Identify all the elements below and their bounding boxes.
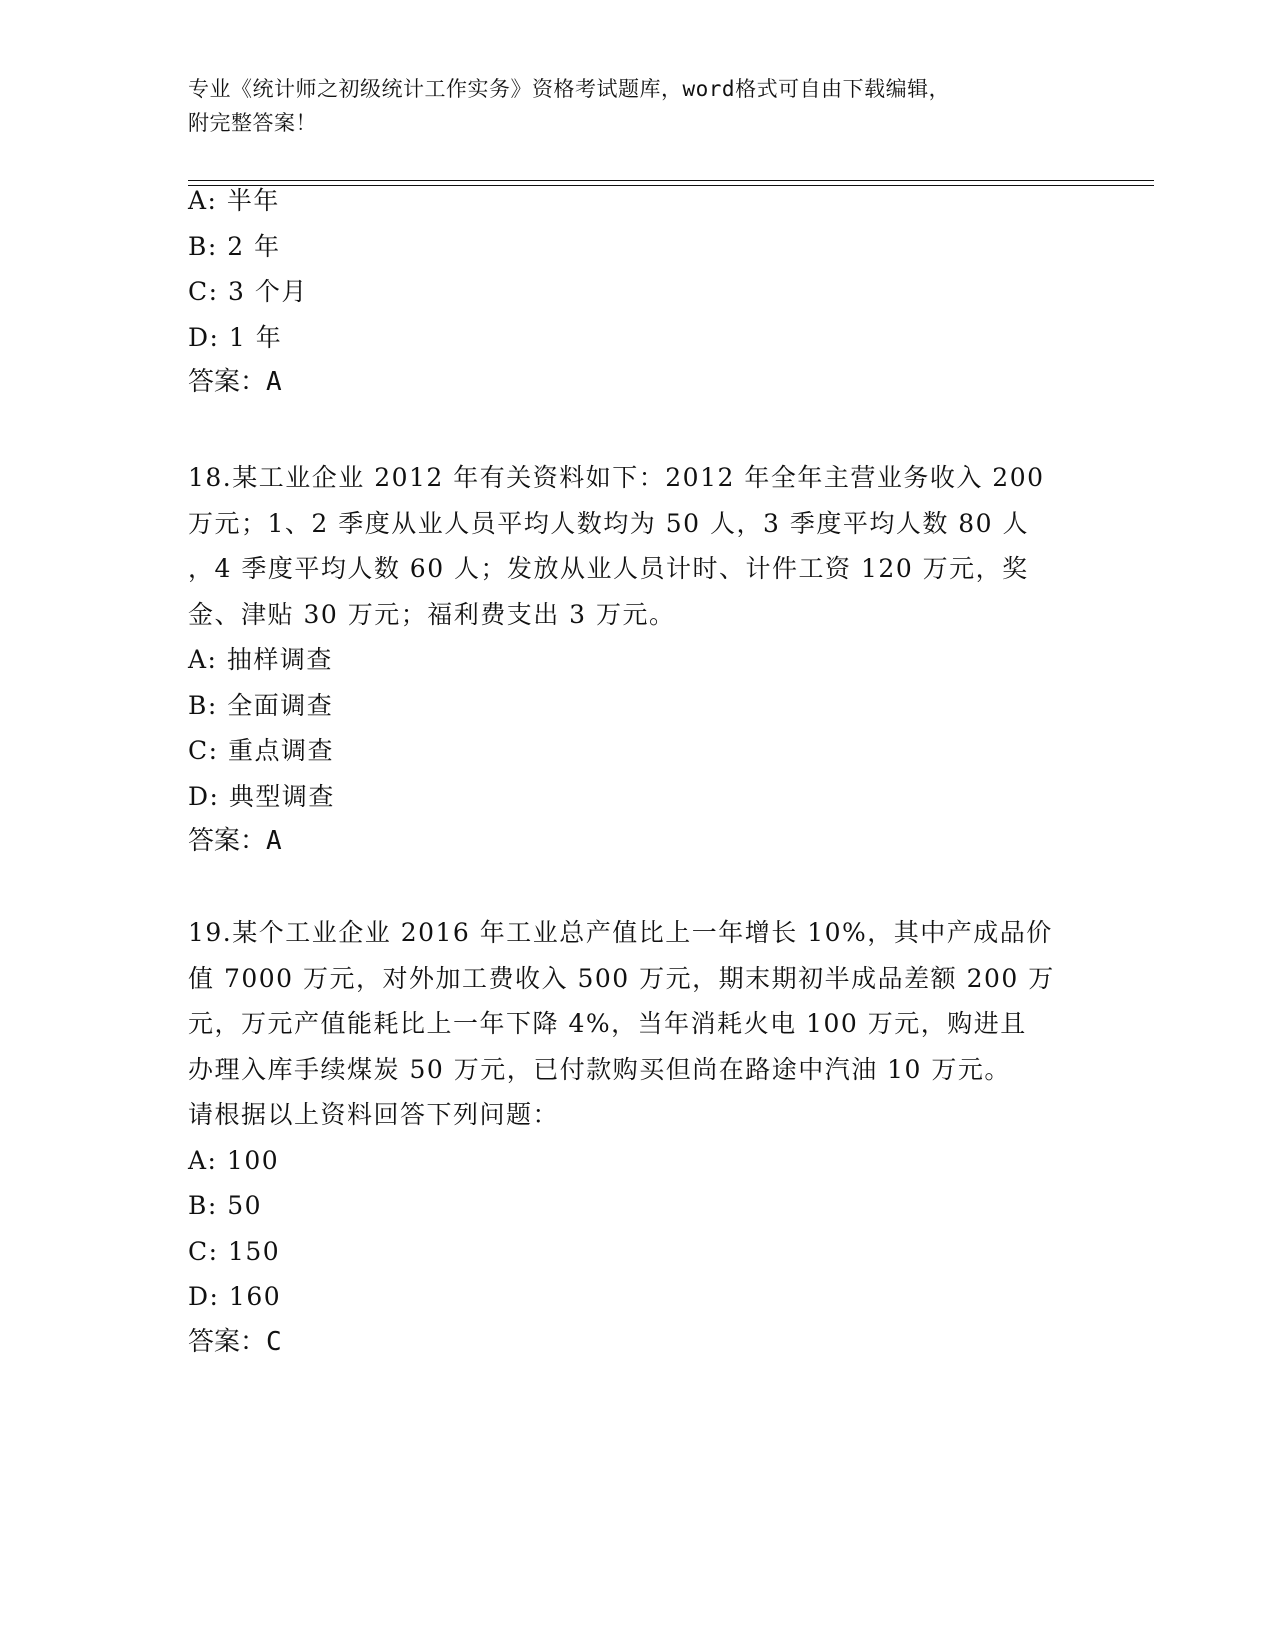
option-b: B: 全面调查 bbox=[188, 690, 334, 720]
question-stem-line: ，4 季度平均人数 60 人；发放从业人员计时、计件工资 120 万元，奖 bbox=[188, 554, 1029, 583]
answer: 答案：A bbox=[188, 826, 282, 856]
option-d: D: 1 年 bbox=[188, 322, 283, 352]
option-c: C: 3 个月 bbox=[188, 277, 308, 306]
question-stem-line: 金、津贴 30 万元；福利费支出 3 万元。 bbox=[188, 599, 676, 629]
question-stem-line: 18.某工业企业 2012 年有关资料如下：2012 年全年主营业务收入 200 bbox=[188, 463, 1045, 492]
question-stem-line: 元，万元产值能耗比上一年下降 4%，当年消耗火电 100 万元，购进且 bbox=[188, 1009, 1027, 1038]
option-a: A: 100 bbox=[188, 1145, 280, 1175]
document-header bbox=[188, 72, 1108, 140]
question-stem-line: 请根据以上资料回答下列问题： bbox=[188, 1100, 560, 1129]
option-d: D: 典型调查 bbox=[188, 781, 335, 811]
option-a: A: 半年 bbox=[188, 186, 280, 215]
header-line-1: 专业《统计师之初级统计工作实务》资格考试题库，word格式可自由下载编辑， bbox=[188, 77, 951, 101]
question-stem-line: 万元；1、2 季度从业人员平均人数均为 50 人，3 季度平均人数 80 人 bbox=[188, 508, 1030, 538]
question-19 bbox=[188, 910, 1088, 1365]
option-c: C: 重点调查 bbox=[188, 736, 334, 765]
question-18 bbox=[188, 455, 1088, 865]
question-17 bbox=[188, 178, 1088, 406]
question-stem-line: 19.某个工业企业 2016 年工业总产值比上一年增长 10%，其中产成品价 bbox=[188, 918, 1053, 947]
option-c: C: 150 bbox=[188, 1236, 281, 1266]
answer: 答案：A bbox=[188, 367, 282, 397]
question-stem-line: 值 7000 万元，对外加工费收入 500 万元，期末期初半成品差额 200 万 bbox=[188, 963, 1055, 993]
header-line-2: 附完整答案！ bbox=[188, 111, 317, 135]
option-d: D: 160 bbox=[188, 1282, 282, 1311]
option-b: B: 50 bbox=[188, 1191, 263, 1220]
option-a: A: 抽样调查 bbox=[188, 645, 333, 674]
answer: 答案：C bbox=[188, 1326, 282, 1357]
option-b: B: 2 年 bbox=[188, 231, 281, 261]
question-stem-line: 办理入库手续煤炭 50 万元，已付款购买但尚在路途中汽油 10 万元。 bbox=[188, 1054, 1011, 1084]
